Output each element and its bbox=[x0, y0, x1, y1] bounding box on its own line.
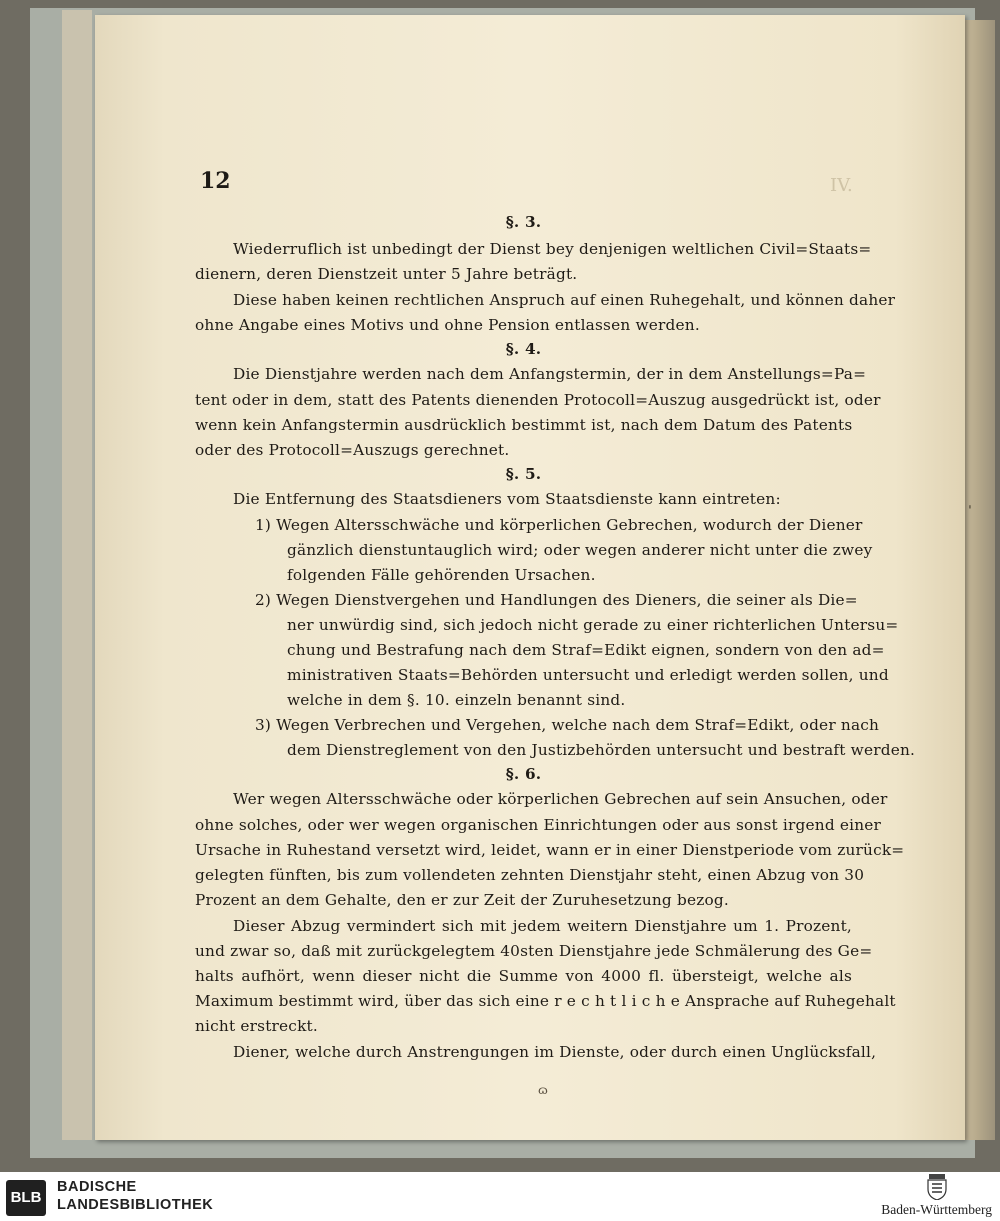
coat-of-arms-icon bbox=[926, 1174, 948, 1200]
text-line: Prozent an dem Gehalte, den er zur Zeit der Zuruhesetzung bezog. bbox=[195, 891, 729, 909]
text-line: halts aufhört, wenn dieser nicht die Summe von 4000 fl. übersteigt, welche als bbox=[195, 967, 852, 985]
list-item-text: 1) Wegen Altersschwäche und körperlichen Gebrechen, wodurch der Diener bbox=[255, 516, 863, 534]
text-line: Wer wegen Altersschwäche oder körperlichen Gebrechen auf sein Ansuchen, oder bbox=[233, 790, 888, 808]
page-number: 12 bbox=[200, 168, 231, 194]
list-item-text: ner unwürdig sind, sich jedoch nicht gerade zu einer richterlichen Untersu= bbox=[287, 616, 899, 634]
text-line: Diener, welche durch Anstrengungen im Dienste, oder durch einen Unglücksfall, bbox=[233, 1043, 877, 1061]
list-item-text: ministrativen Staats=Behörden untersucht und erledigt werden sollen, und bbox=[287, 666, 889, 684]
text-line: Diese haben keinen rechtlichen Anspruch auf einen Ruhegehalt, und können daher bbox=[233, 291, 896, 309]
text-line: wenn kein Anfangstermin ausdrücklich bestimmt ist, nach dem Datum des Patents bbox=[195, 416, 853, 434]
text-line: ohne Angabe eines Motivs und ohne Pension entlassen werden. bbox=[195, 316, 700, 334]
text-line: Maximum bestimmt wird, über das sich eine r e c h t l i c h e Ansprache auf Ruhegehalt bbox=[195, 992, 896, 1010]
section-heading: §. 3. bbox=[505, 213, 542, 231]
text-line: Die Entfernung des Staatsdieners vom Staatsdienste kann eintreten: bbox=[233, 490, 781, 508]
ink-blot: ɷ bbox=[538, 1083, 548, 1097]
bleed-through-text: IV. bbox=[830, 175, 853, 196]
text-line: Die Dienstjahre werden nach dem Anfangstermin, der in dem Anstellungs=Pa= bbox=[233, 365, 867, 383]
text-line: Dieser Abzug vermindert sich mit jedem weitern Dienstjahre um 1. Prozent, bbox=[233, 917, 852, 935]
list-item-text: gänzlich dienstuntauglich wird; oder wegen anderer nicht unter die zwey bbox=[287, 541, 873, 559]
text-line: gelegten fünften, bis zum vollendeten zehnten Dienstjahr steht, einen Abzug von 30 bbox=[195, 866, 865, 884]
text-line: nicht erstreckt. bbox=[195, 1017, 318, 1035]
section-heading: §. 5. bbox=[505, 465, 542, 483]
text-line: tent oder in dem, statt des Patents dienenden Protocoll=Auszug ausgedrückt ist, oder bbox=[195, 391, 881, 409]
viewer-footer bbox=[0, 1172, 1000, 1221]
list-item-text: folgenden Fälle gehörenden Ursachen. bbox=[287, 566, 596, 584]
section-heading: §. 4. bbox=[505, 340, 542, 358]
library-name-line2[interactable]: LANDESBIBLIOTHEK bbox=[57, 1197, 214, 1213]
list-item-text: chung und Bestrafung nach dem Straf=Edikt eignen, sondern von den ad= bbox=[287, 641, 885, 659]
margin-mark: ˌ bbox=[968, 495, 972, 511]
list-item-text: 2) Wegen Dienstvergehen und Handlungen des Dieners, die seiner als Die= bbox=[255, 591, 858, 609]
text-line: Wiederruflich ist unbedingt der Dienst bey denjenigen weltlichen Civil=Staats= bbox=[233, 240, 872, 258]
blb-logo[interactable]: BLB bbox=[6, 1180, 46, 1216]
text-line: dienern, deren Dienstzeit unter 5 Jahre beträgt. bbox=[195, 265, 578, 283]
region-label: Baden-Württemberg bbox=[881, 1202, 992, 1217]
library-name-line1[interactable]: BADISCHE bbox=[57, 1179, 137, 1195]
binding-edge bbox=[62, 10, 92, 1140]
section-heading: §. 6. bbox=[505, 765, 542, 783]
list-item-text: welche in dem §. 10. einzeln benannt sind. bbox=[287, 691, 626, 709]
text-line: und zwar so, daß mit zurückgelegtem 40sten Dienstjahre jede Schmälerung des Ge= bbox=[195, 942, 873, 960]
list-item-text: 3) Wegen Verbrechen und Vergehen, welche nach dem Straf=Edikt, oder nach bbox=[255, 716, 880, 734]
list-item-text: dem Dienstreglement von den Justizbehörden untersucht und bestraft werden. bbox=[287, 741, 916, 759]
text-line: Ursache in Ruhestand versetzt wird, leidet, wann er in einer Dienstperiode vom zurück= bbox=[195, 841, 905, 859]
text-line: oder des Protocoll=Auszugs gerechnet. bbox=[195, 441, 510, 459]
text-line: ohne solches, oder wer wegen organischen Einrichtungen oder aus sonst irgend einer bbox=[195, 816, 882, 834]
